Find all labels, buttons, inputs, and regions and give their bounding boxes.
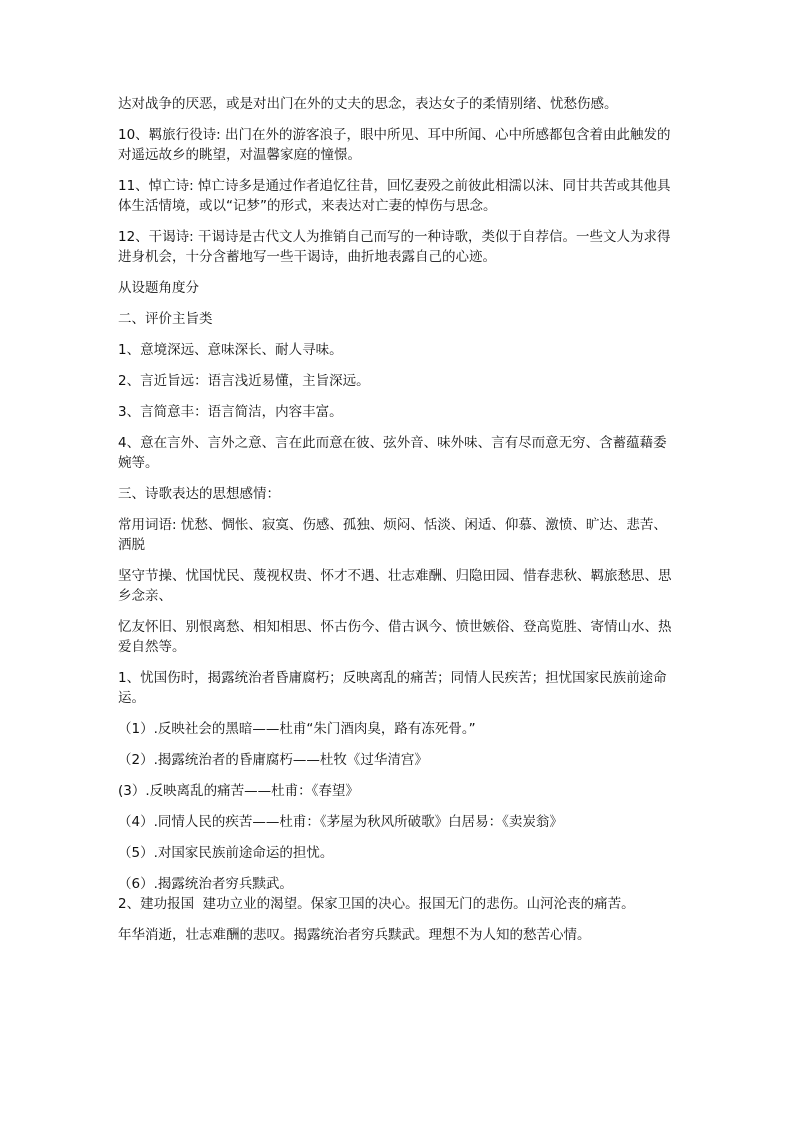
paragraph-travel-poems: 10、羁旅行役诗: 出门在外的游客浪子，眼中所见、耳中所闻、心中所感都包含着由此触发的对遥远故乡的眺望，对温馨家庭的憧憬。 bbox=[118, 127, 671, 163]
paragraph-ganye-poems: 12、干谒诗: 干谒诗是古代文人为推销自己而写的一种诗歌，类似于自荐信。一些文人为求得进身机会，十分含蓄地写一些干谒诗，曲折地表露自己的心迹。 bbox=[118, 229, 671, 265]
sub-item-6: （6）.揭露统治者穷兵黩武。 bbox=[118, 876, 293, 892]
paragraph-emotion-list-3: 忆友怀旧、别恨离愁、相知相思、怀古伤今、借古讽今、愤世嫉俗、登高览胜、寄情山水、热爱自然等。 bbox=[118, 619, 672, 655]
sub-item-4: （4）.同情人民的疾苦——杜甫：《茅屋为秋风所破歌》白居易：《卖炭翁》 bbox=[118, 814, 563, 830]
sub-item-2: （2）.揭露统治者的昏庸腐朽——杜牧《过华清宫》 bbox=[118, 752, 428, 768]
document-body bbox=[118, 94, 678, 956]
section-heading-emotions: 三、诗歌表达的思想感情： bbox=[118, 486, 280, 502]
sub-item-1: （1）.反映社会的黑暗——杜甫“朱门酒肉臭，路有冻死骨。” bbox=[118, 721, 476, 737]
paragraph-lament-youth: 年华消逝，壮志难酬的悲叹。揭露统治者穷兵黩武。理想不为人知的愁苦心情。 bbox=[118, 927, 591, 943]
section-heading-question-angle: 从设题角度分 bbox=[118, 280, 199, 296]
paragraph-elegy-poems: 11、悼亡诗: 悼亡诗多是通过作者追忆往昔，回忆妻殁之前彼此相濡以沫、同甘共苦或其他具体生活情境，或以“记梦”的形式，来表达对亡妻的悼伤与思念。 bbox=[118, 178, 671, 214]
list-item-serve-country: 2、建功报国 建功立业的渴望。保家卫国的决心。报国无门的悲伤。山河沦丧的痛苦。 bbox=[118, 896, 635, 912]
sub-item-5: （5）.对国家民族前途命运的担忧。 bbox=[118, 845, 334, 861]
paragraph-emotion-list-2: 坚守节操、忧国忧民、蔑视权贵、怀才不遇、壮志难酬、归隐田园、惜春悲秋、羁旅愁思、思乡念亲、 bbox=[118, 568, 672, 604]
list-item-theme-1: 1、意境深远、意味深长、耐人寻味。 bbox=[118, 342, 343, 358]
paragraph-common-words: 常用词语: 忧愁、惆怅、寂寞、伤感、孤独、烦闷、恬淡、闲适、仰慕、激愤、旷达、悲苦、洒脱 bbox=[118, 517, 667, 553]
list-item-theme-3: 3、言简意丰：语言简洁，内容丰富。 bbox=[118, 404, 343, 420]
list-item-patriotism: 1、忧国伤时，揭露统治者昏庸腐朽；反映离乱的痛苦；同情人民疾苦；担忧国家民族前途命运。 bbox=[118, 670, 667, 706]
list-item-theme-4: 4、意在言外、言外之意、言在此而意在彼、弦外音、味外味、言有尽而意无穷、含蓄蕴藉委婉等。 bbox=[118, 435, 667, 471]
paragraph-intro-continuation: 达对战争的厌恶，或是对出门在外的丈夫的思念，表达女子的柔情别绪、忧愁伤感。 bbox=[118, 96, 618, 112]
sub-item-3: (3）.反映离乱的痛苦——杜甫：《春望》 bbox=[118, 783, 359, 799]
list-item-theme-2: 2、言近旨远：语言浅近易懂，主旨深远。 bbox=[118, 373, 370, 389]
section-heading-theme-evaluation: 二、评价主旨类 bbox=[118, 311, 213, 327]
